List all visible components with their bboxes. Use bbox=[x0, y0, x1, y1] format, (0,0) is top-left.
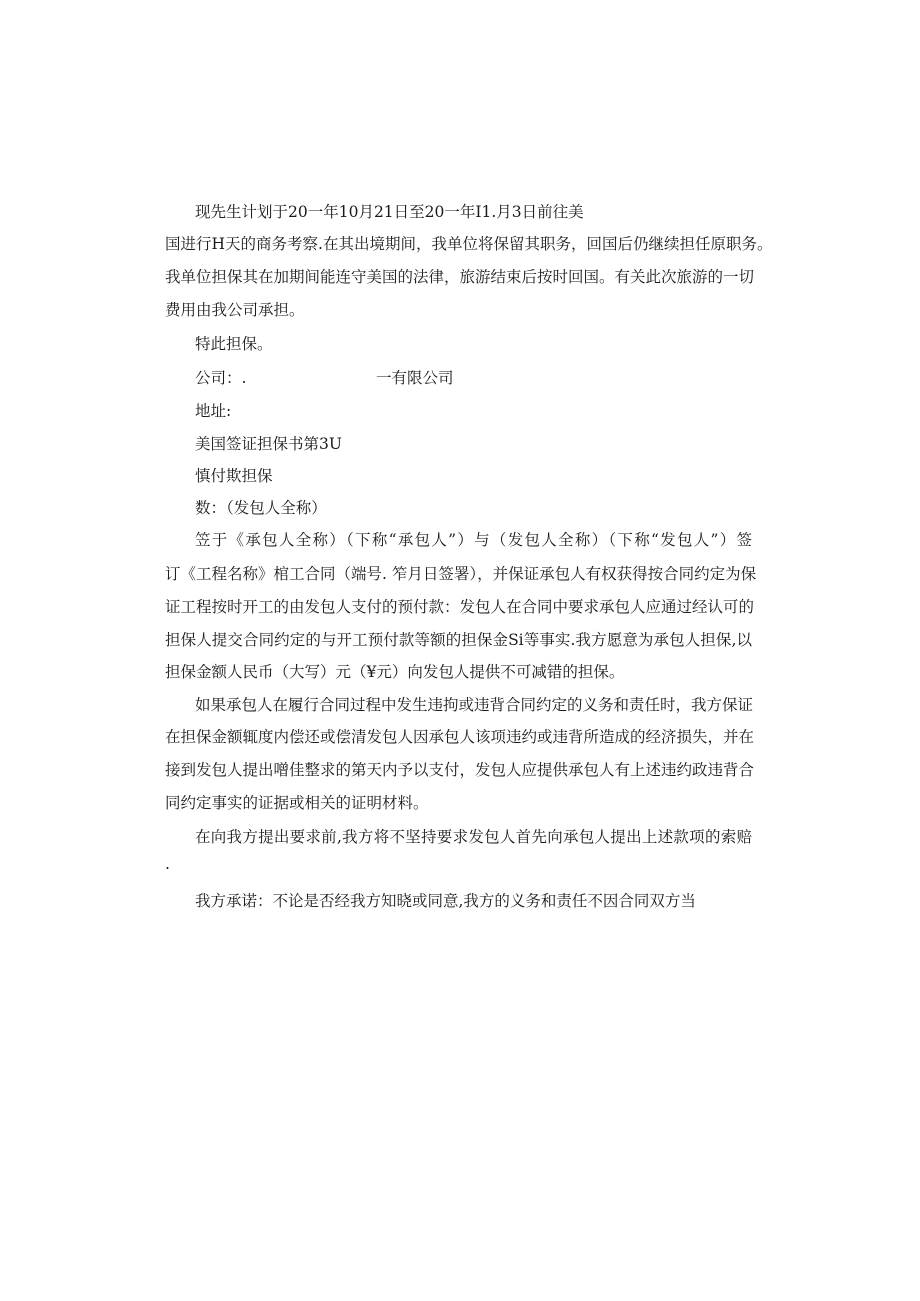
closing-text: 特此担保。 bbox=[195, 335, 273, 353]
paragraph-1-line-1: 现先生计划于20一年10月21日至20一年I1.月3日前往美 bbox=[195, 203, 584, 221]
paragraph-3-line-1: 如果承包人在履行合同过程中发生违拘或违背合同约定的义务和责任时，我方保证 bbox=[195, 696, 754, 714]
paragraph-4-line-1: 在向我方提出要求前,我方将不坚持要求发包人首先向承包人提出上述款项的索赔 bbox=[195, 828, 752, 846]
paragraph-1-line-4: 费用由我公司承担。 bbox=[165, 301, 305, 319]
paragraph-2-line-1: 笠于《承包人全称）（下称“承包人”）与（发包人全称）（下称“发包人”）签 bbox=[195, 531, 752, 549]
guarantee-title: 慎付欺担保 bbox=[195, 467, 273, 485]
company-name: 一有限公司 bbox=[376, 369, 454, 387]
section-heading: 美国签证担保书第3U bbox=[195, 435, 342, 453]
paragraph-5-line-1: 我方承诺：不论是否经我方知晓或同意,我方的义务和责任不因合同双方当 bbox=[195, 892, 696, 910]
address-label: 地址: bbox=[195, 402, 232, 420]
paragraph-1-line-2: 国进行H天的商务考察.在其出境期间，我单位将保留其职务，回国后仍继续担任原职务。 bbox=[165, 235, 773, 253]
paragraph-1-line-3: 我单位担保其在加期间能连守美国的法律，旅游结束后按时回国。有关此次旅游的一切 bbox=[165, 268, 755, 286]
paragraph-3-line-2: 在担保金额辄度内偿还或偿清发包人因承包人该项违约或违背所造成的经济损失，并在 bbox=[165, 728, 755, 746]
paragraph-2-line-5: 担保金额人民币（大写）元（¥元）向发包人提供不可减错的担保。 bbox=[165, 663, 625, 681]
paragraph-3-line-4: 同约定事实的证据或相关的证明材料。 bbox=[165, 794, 429, 812]
company-label: 公司：. bbox=[195, 369, 247, 387]
paragraph-4-line-2: . bbox=[165, 855, 170, 873]
paragraph-2-line-3: 证工程按时开工的由发包人支付的预付款：发包人在合同中要求承包人应通过经认可的 bbox=[165, 598, 755, 616]
paragraph-3-line-3: 接到发包人提出噌佳整求的第天内予以支付，发包人应提供承包人有上述违约政违背合 bbox=[165, 761, 755, 779]
paragraph-2-line-2: 订《工程名称》棺工合同（端号. 笮月日签署），并保证承包人有权获得按合同约定为保 bbox=[165, 565, 757, 583]
paragraph-2-line-4: 担保人提交合同约定的与开工预付款等额的担保金Si等事实.我方愿意为承包人担保,以 bbox=[165, 631, 752, 649]
recipient-line: 数：（发包人全称） bbox=[195, 499, 327, 517]
